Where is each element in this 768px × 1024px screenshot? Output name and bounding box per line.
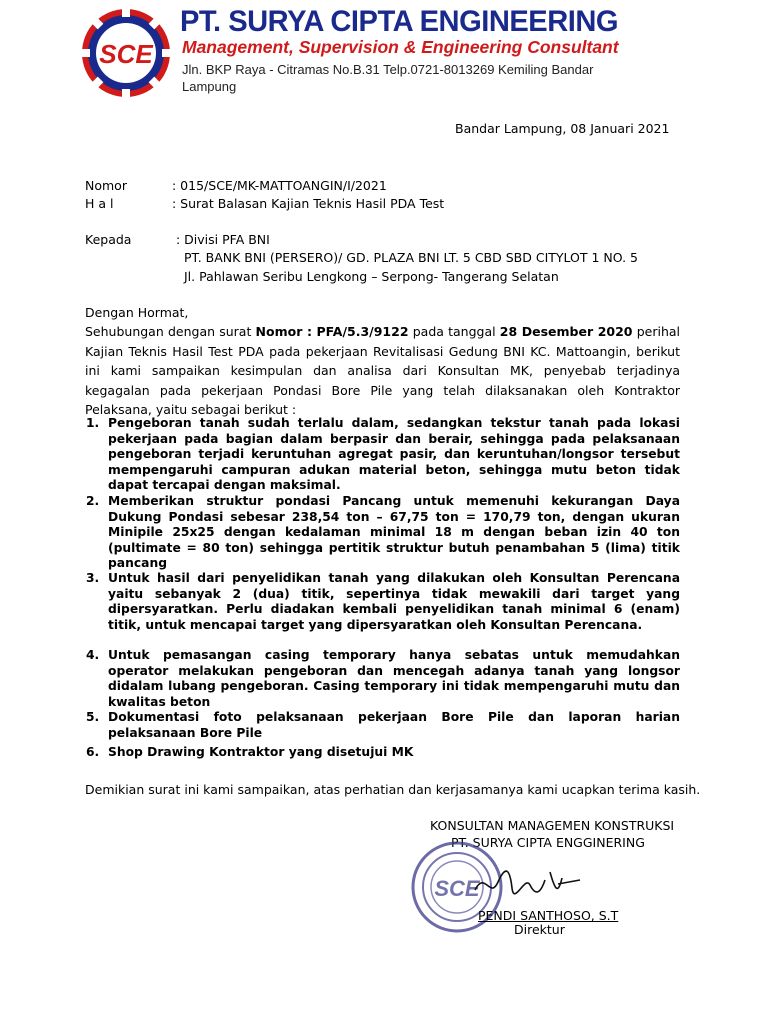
kepada-line: : Divisi PFA BNI <box>176 232 270 247</box>
signer-name: PENDI SANTHOSO, S.T <box>478 908 619 923</box>
nomor-label: Nomor <box>85 178 127 193</box>
kepada-label: Kepada <box>85 232 132 247</box>
list-item: 4. Untuk pemasangan casing temporary hanya sebatas untuk memudahkan operator melakukan pengeboran dan mencegah adanya tanah yang longsor didalam lubang pengeboran. Casing temporary ini tidak mempengaruhi mutu dan kwalitas beton <box>86 648 680 709</box>
signature-org-line1: KONSULTAN MANAGEMEN KONSTRUKSI <box>430 818 675 833</box>
letter-date: Bandar Lampung, 08 Januari 2021 <box>455 121 670 136</box>
logo-text: SCE <box>99 39 153 69</box>
company-tagline: Management, Supervision & Engineering Consultant <box>182 37 619 57</box>
handwritten-signature <box>470 860 590 910</box>
intro-paragraph: Sehubungan dengan surat Nomor : PFA/5.3/9122 pada tanggal 28 Desember 2020 perihal Kajian Teknis Hasil Test PDA pada pekerjaan Revitalisasi Gedung BNI KC. Mattoangin, berikut ini kami sampaikan kesimpulan dan analisa dari Konsultan MK, penyebab terjadinya kegagalan pada pekerjaan Pondasi Bore Pile yang telah dilaksanakan oleh Kontraktor Pelaksana, yaitu sebagai berikut : <box>85 324 680 417</box>
reference-date: 28 Desember 2020 <box>499 324 633 339</box>
list-item: 6. Shop Drawing Kontraktor yang disetujui MK <box>86 745 414 759</box>
company-address: Jln. BKP Raya - Citramas No.B.31 Telp.0721-8013269 Kemiling Bandar Lampung <box>182 62 594 94</box>
kepada-line: PT. BANK BNI (PERSERO)/ GD. PLAZA BNI LT. 5 CBD SBD CITYLOT 1 NO. 5 <box>184 250 638 265</box>
salutation: Dengan Hormat, <box>85 305 189 320</box>
signature-org-line2: PT. SURYA CIPTA ENGGINERING <box>451 835 645 850</box>
hal-value: : Surat Balasan Kajian Teknis Hasil PDA Test <box>172 196 445 211</box>
company-logo <box>80 7 172 99</box>
company-name: PT. SURYA CIPTA ENGINEERING <box>180 5 619 38</box>
stamp-text: SCE <box>434 876 480 901</box>
signer-title: Direktur <box>514 922 565 937</box>
reference-number: Nomor : PFA/5.3/9122 <box>255 324 409 339</box>
list-item: 5. Dokumentasi foto pelaksanaan pekerjaan Bore Pile dan laporan harian pelaksanaan Bore Pile <box>86 710 680 740</box>
hal-label: H a l <box>85 196 114 211</box>
kepada-line: Jl. Pahlawan Seribu Lengkong – Serpong- Tangerang Selatan <box>184 269 559 284</box>
list-item: 1. Pengeboran tanah sudah terlalu dalam, sedangkan tekstur tanah pada lokasi pekerjaan pada bagian dalam berpasir dan berair, sehingga pada pelaksanaan pengeboran terjadi keruntuhan agregat pasir, dan keruntuhan/longsor tersebut mempengaruhi campuran adukan material beton, sehingga mutu beton tidak dapat tercapai dengan maksimal. <box>86 416 680 492</box>
nomor-value: : 015/SCE/MK-MATTOANGIN/I/2021 <box>172 178 387 193</box>
list-item: 2. Memberikan struktur pondasi Pancang untuk memenuhi kekurangan Daya Dukung Pondasi sebesar 238,54 ton – 67,75 ton = 170,79 ton, dengan ukuran Minipile 25x25 dengan kedalaman minimal 18 m dengan beban izin 40 ton (pultimate = 80 ton) sehingga pertitik struktur butuh penambahan 5 (lima) titik pancang <box>86 494 680 570</box>
closing-sentence: Demikian surat ini kami sampaikan, atas perhatian dan kerjasamanya kami ucapkan terima kasih. <box>85 782 701 797</box>
list-item: 3. Untuk hasil dari penyelidikan tanah yang dilakukan oleh Konsultan Perencana yaitu sebanyak 2 (dua) titik, sepertinya tidak mewakili dari target yang dipersyaratkan. Perlu diadakan kembali penyelidikan tanah minimal 6 (enam) titik, untuk mencapai target yang dipersyaratkan oleh Konsultan Perencana. <box>86 571 680 632</box>
